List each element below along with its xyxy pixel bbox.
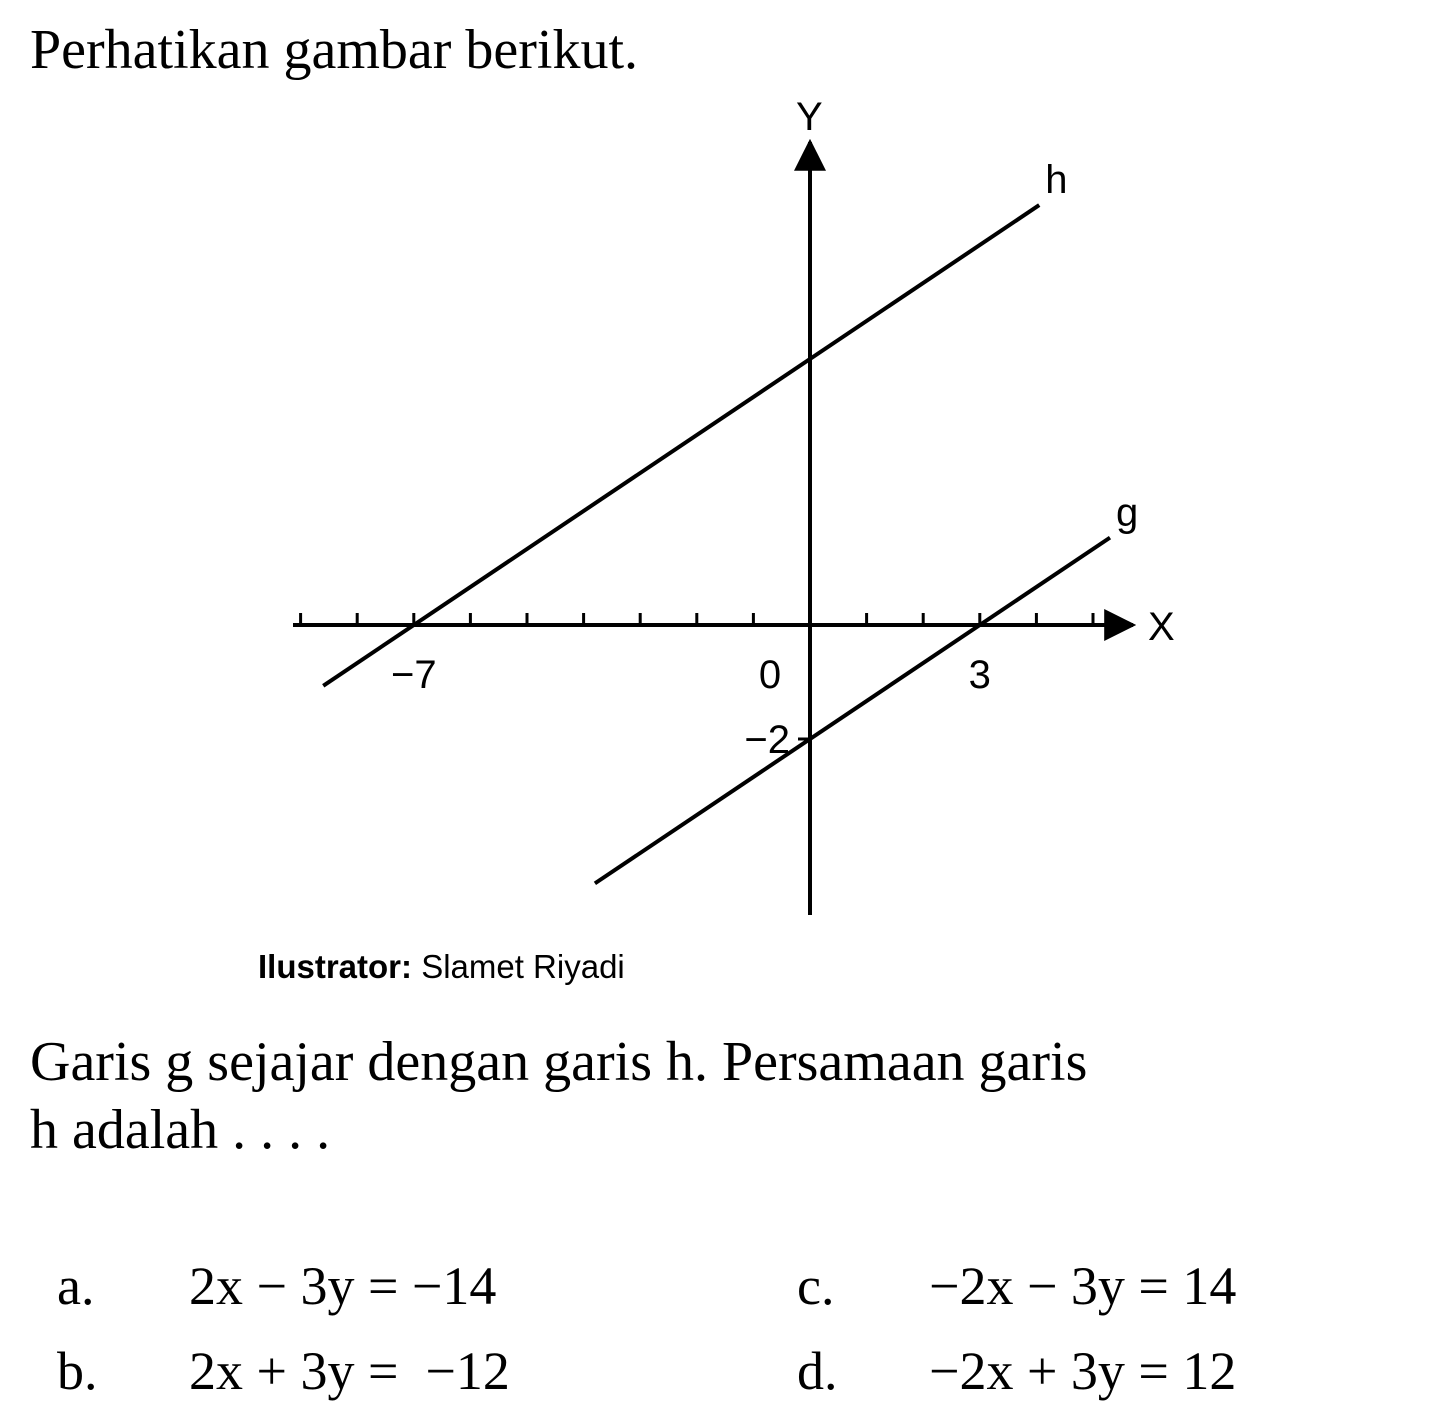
line-g bbox=[595, 538, 1110, 884]
y-tick-label: −2 bbox=[744, 718, 790, 762]
question-line-1: Garis g sejajar dengan garis h. Persamaan garis bbox=[30, 1031, 1088, 1093]
x-axis-label: X bbox=[1148, 605, 1175, 649]
credit-label: Ilustrator: bbox=[258, 948, 413, 985]
option-a-label: a. bbox=[57, 1256, 95, 1316]
lines bbox=[323, 205, 1110, 883]
option-b-label: b. bbox=[57, 1341, 98, 1401]
line-h bbox=[323, 205, 1039, 686]
option-b[interactable] bbox=[30, 1290, 510, 1401]
y-axis-label: Y bbox=[796, 95, 823, 139]
option-b-text: 2x + 3y = −12 bbox=[189, 1341, 510, 1401]
option-d-text: −2x + 3y = 12 bbox=[929, 1341, 1237, 1401]
option-a-text: 2x − 3y = −14 bbox=[189, 1256, 497, 1316]
question-line-2: h adalah . . . . bbox=[30, 1099, 331, 1162]
x-tick-label: 3 bbox=[968, 653, 991, 697]
option-c-text: −2x − 3y = 14 bbox=[929, 1256, 1237, 1316]
intro-text: Perhatikan gambar berikut. bbox=[30, 19, 639, 81]
x-tick-label: −7 bbox=[390, 653, 437, 697]
credit-name: Slamet Riyadi bbox=[421, 948, 625, 985]
axis-labels bbox=[391, 95, 1175, 762]
line-label-h: h bbox=[1045, 158, 1068, 203]
option-d[interactable] bbox=[770, 1290, 1237, 1401]
option-d-label: d. bbox=[797, 1341, 838, 1401]
x-tick-label: 0 bbox=[758, 653, 782, 697]
question-text bbox=[30, 1028, 1430, 1165]
option-c-label: c. bbox=[797, 1256, 835, 1316]
axes bbox=[293, 142, 1133, 915]
illustrator-credit bbox=[258, 948, 625, 986]
line-label-g: g bbox=[1115, 490, 1139, 535]
